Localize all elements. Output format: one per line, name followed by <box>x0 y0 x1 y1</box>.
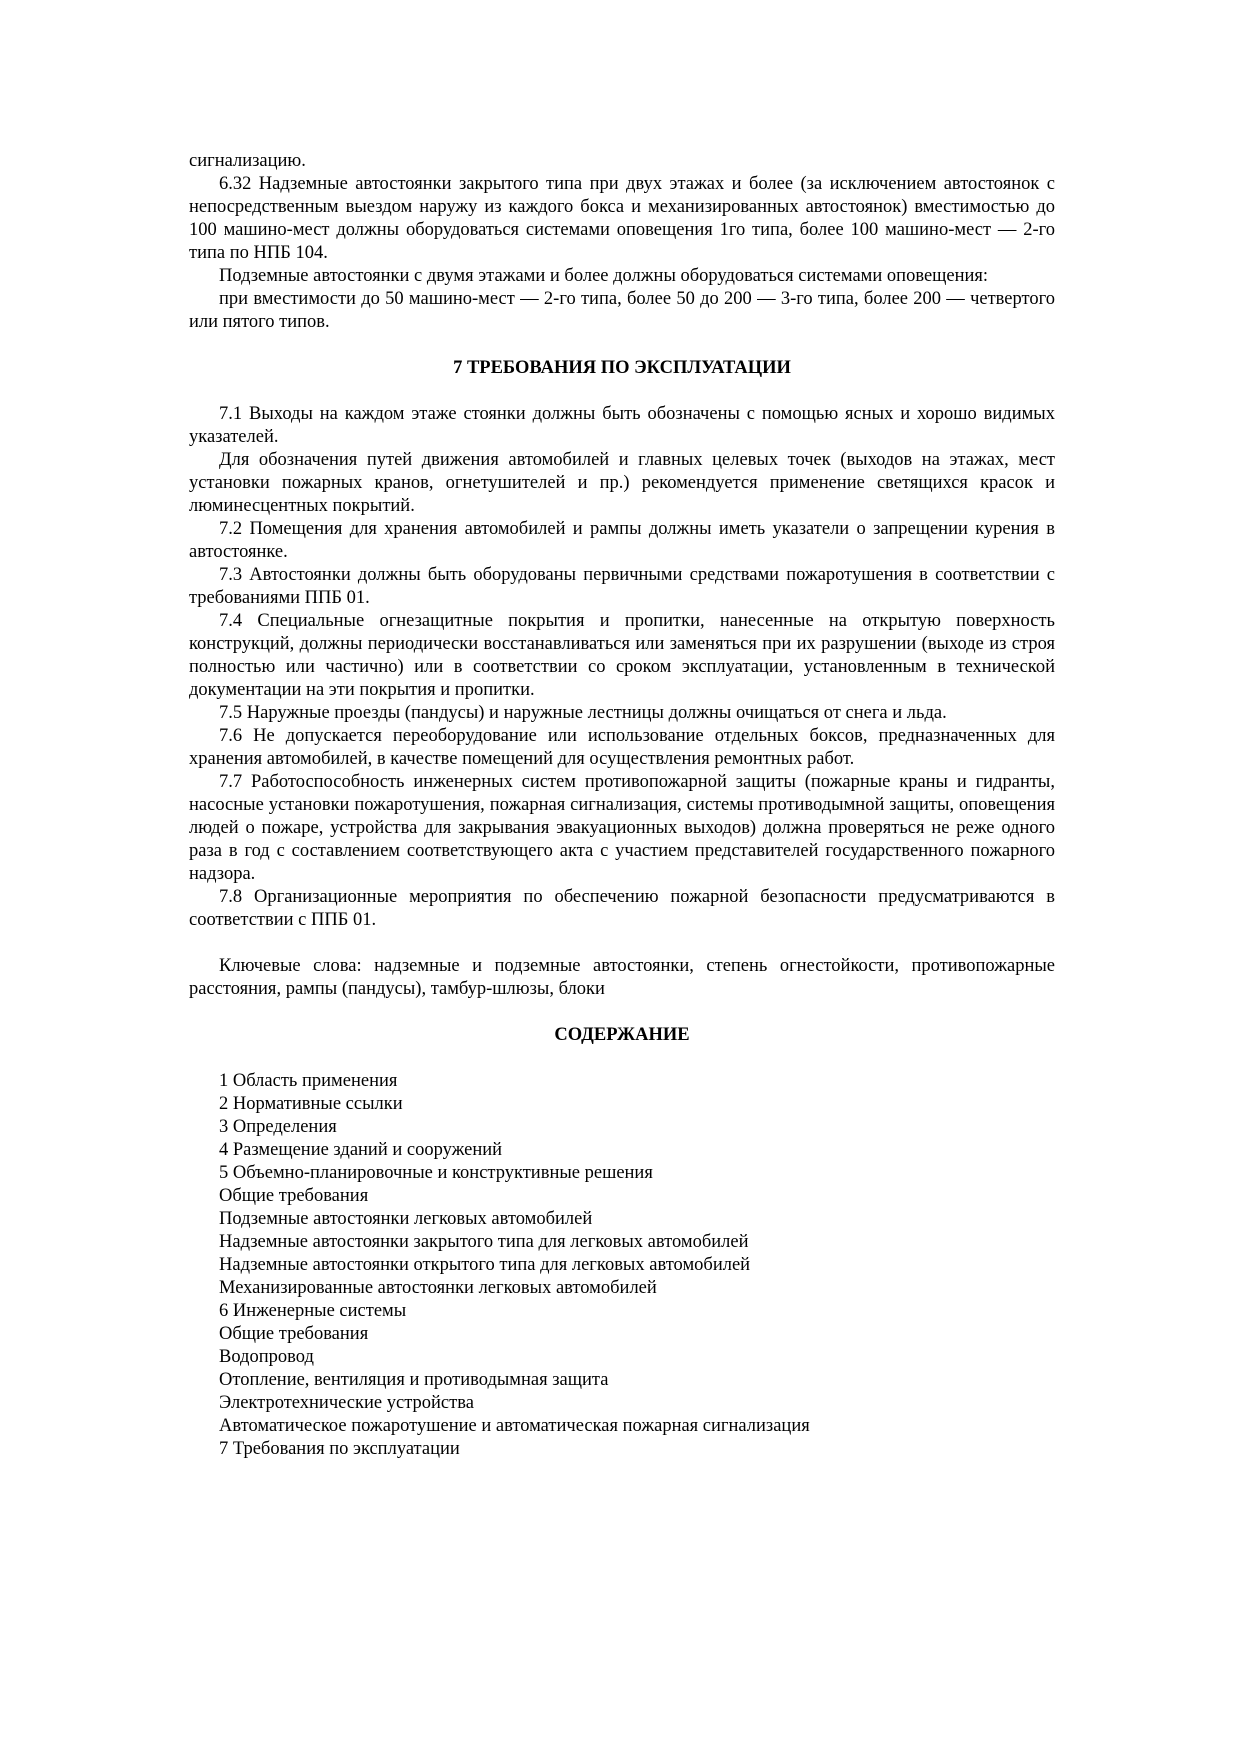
paragraph-7-1-marking: Для обозначения путей движения автомобилей и главных целевых точек (выходов на этажах, мест установки пожарных кранов, огнетушителей и пр.) рекомендуется применение светящихся красок и люминесцентных покрытий. <box>189 450 1055 516</box>
paragraph-capacity: при вместимости до 50 машино-мест — 2-го типа, более 50 до 200 — 3-го типа, более 200 — четвертого или пятого типов. <box>189 289 1055 332</box>
paragraph-7-2: 7.2 Помещения для хранения автомобилей и рампы должны иметь указатели о запрещении курения в автостоянке. <box>189 519 1055 562</box>
page-content <box>189 150 1055 1461</box>
toc-item: 5 Объемно-планировочные и конструктивные решения <box>219 1163 653 1183</box>
toc-item: Надземные автостоянки закрытого типа для легковых автомобилей <box>219 1232 749 1252</box>
toc-item: Электротехнические устройства <box>219 1393 474 1413</box>
paragraph-underground-parking: Подземные автостоянки с двумя этажами и более должны оборудоваться системами оповещения: <box>219 266 989 286</box>
toc-item: Общие требования <box>219 1186 369 1206</box>
paragraph-7-7: 7.7 Работоспособность инженерных систем противопожарной защиты (пожарные краны и гидранты, насосные установки пожаротушения, пожарная сигнализация, системы противодымной защиты, оповещения людей о пожаре, устройства для закрывания эвакуационных выходов) должна проверяться не реже одного раза в год с составлением соответствующего акта с участием представителей государственного пожарного надзора. <box>189 772 1055 884</box>
toc-item: 1 Область применения <box>219 1071 398 1091</box>
paragraph-7-8: 7.8 Организационные мероприятия по обеспечению пожарной безопасности предусматриваются в соответствии с ППБ 01. <box>189 887 1055 930</box>
paragraph-7-4: 7.4 Специальные огнезащитные покрытия и пропитки, нанесенные на открытую поверхность конструкций, должны периодически восстанавливаться или заменяться при их разрушении (выходе из строя полностью или частично) или в соответствии со сроком эксплуатации, установленным в технической документации на эти покрытия и пропитки. <box>189 611 1055 700</box>
paragraph-6-32: 6.32 Надземные автостоянки закрытого типа при двух этажах и более (за исключением автостоянок с непосредственным выездом наружу из каждого бокса и механизированных автостоянок) вместимостью до 100 машино-мест должны оборудоваться системами оповещения 1го типа, более 100 машино-мест — 2-го типа по НПБ 104. <box>189 174 1055 263</box>
toc-item: 6 Инженерные системы <box>219 1301 407 1321</box>
toc-item: Отопление, вентиляция и противодымная защита <box>219 1370 609 1390</box>
continuation-text: сигнализацию. <box>189 151 306 171</box>
table-of-contents <box>189 1070 1055 1461</box>
paragraph-7-5: 7.5 Наружные проезды (пандусы) и наружные лестницы должны очищаться от снега и льда. <box>219 703 947 723</box>
toc-item: 7 Требования по эксплуатации <box>219 1439 460 1459</box>
section-7-heading: 7 ТРЕБОВАНИЯ ПО ЭКСПЛУАТАЦИИ <box>453 358 791 378</box>
toc-item: Автоматическое пожаротушение и автоматическая пожарная сигнализация <box>219 1416 810 1436</box>
paragraph-7-3: 7.3 Автостоянки должны быть оборудованы первичными средствами пожаротушения в соответствии с требованиями ППБ 01. <box>189 565 1055 608</box>
toc-item: Механизированные автостоянки легковых автомобилей <box>219 1278 657 1298</box>
toc-item: Подземные автостоянки легковых автомобилей <box>219 1209 593 1229</box>
toc-item: Общие требования <box>219 1324 369 1344</box>
paragraph-7-6: 7.6 Не допускается переоборудование или использование отдельных боксов, предназначенных для хранения автомобилей, в качестве помещений для осуществления ремонтных работ. <box>189 726 1055 769</box>
paragraph-7-1: 7.1 Выходы на каждом этаже стоянки должны быть обозначены с помощью ясных и хорошо видимых указателей. <box>189 404 1055 447</box>
toc-item: 2 Нормативные ссылки <box>219 1094 403 1114</box>
toc-item: 3 Определения <box>219 1117 337 1137</box>
toc-item: Водопровод <box>219 1347 314 1367</box>
keywords-paragraph: Ключевые слова: надземные и подземные автостоянки, степень огнестойкости, противопожарные расстояния, рампы (пандусы), тамбур-шлюзы, блоки <box>189 956 1055 999</box>
toc-item: Надземные автостоянки открытого типа для легковых автомобилей <box>219 1255 751 1275</box>
toc-heading: СОДЕРЖАНИЕ <box>554 1025 690 1045</box>
toc-item: 4 Размещение зданий и сооружений <box>219 1140 503 1160</box>
